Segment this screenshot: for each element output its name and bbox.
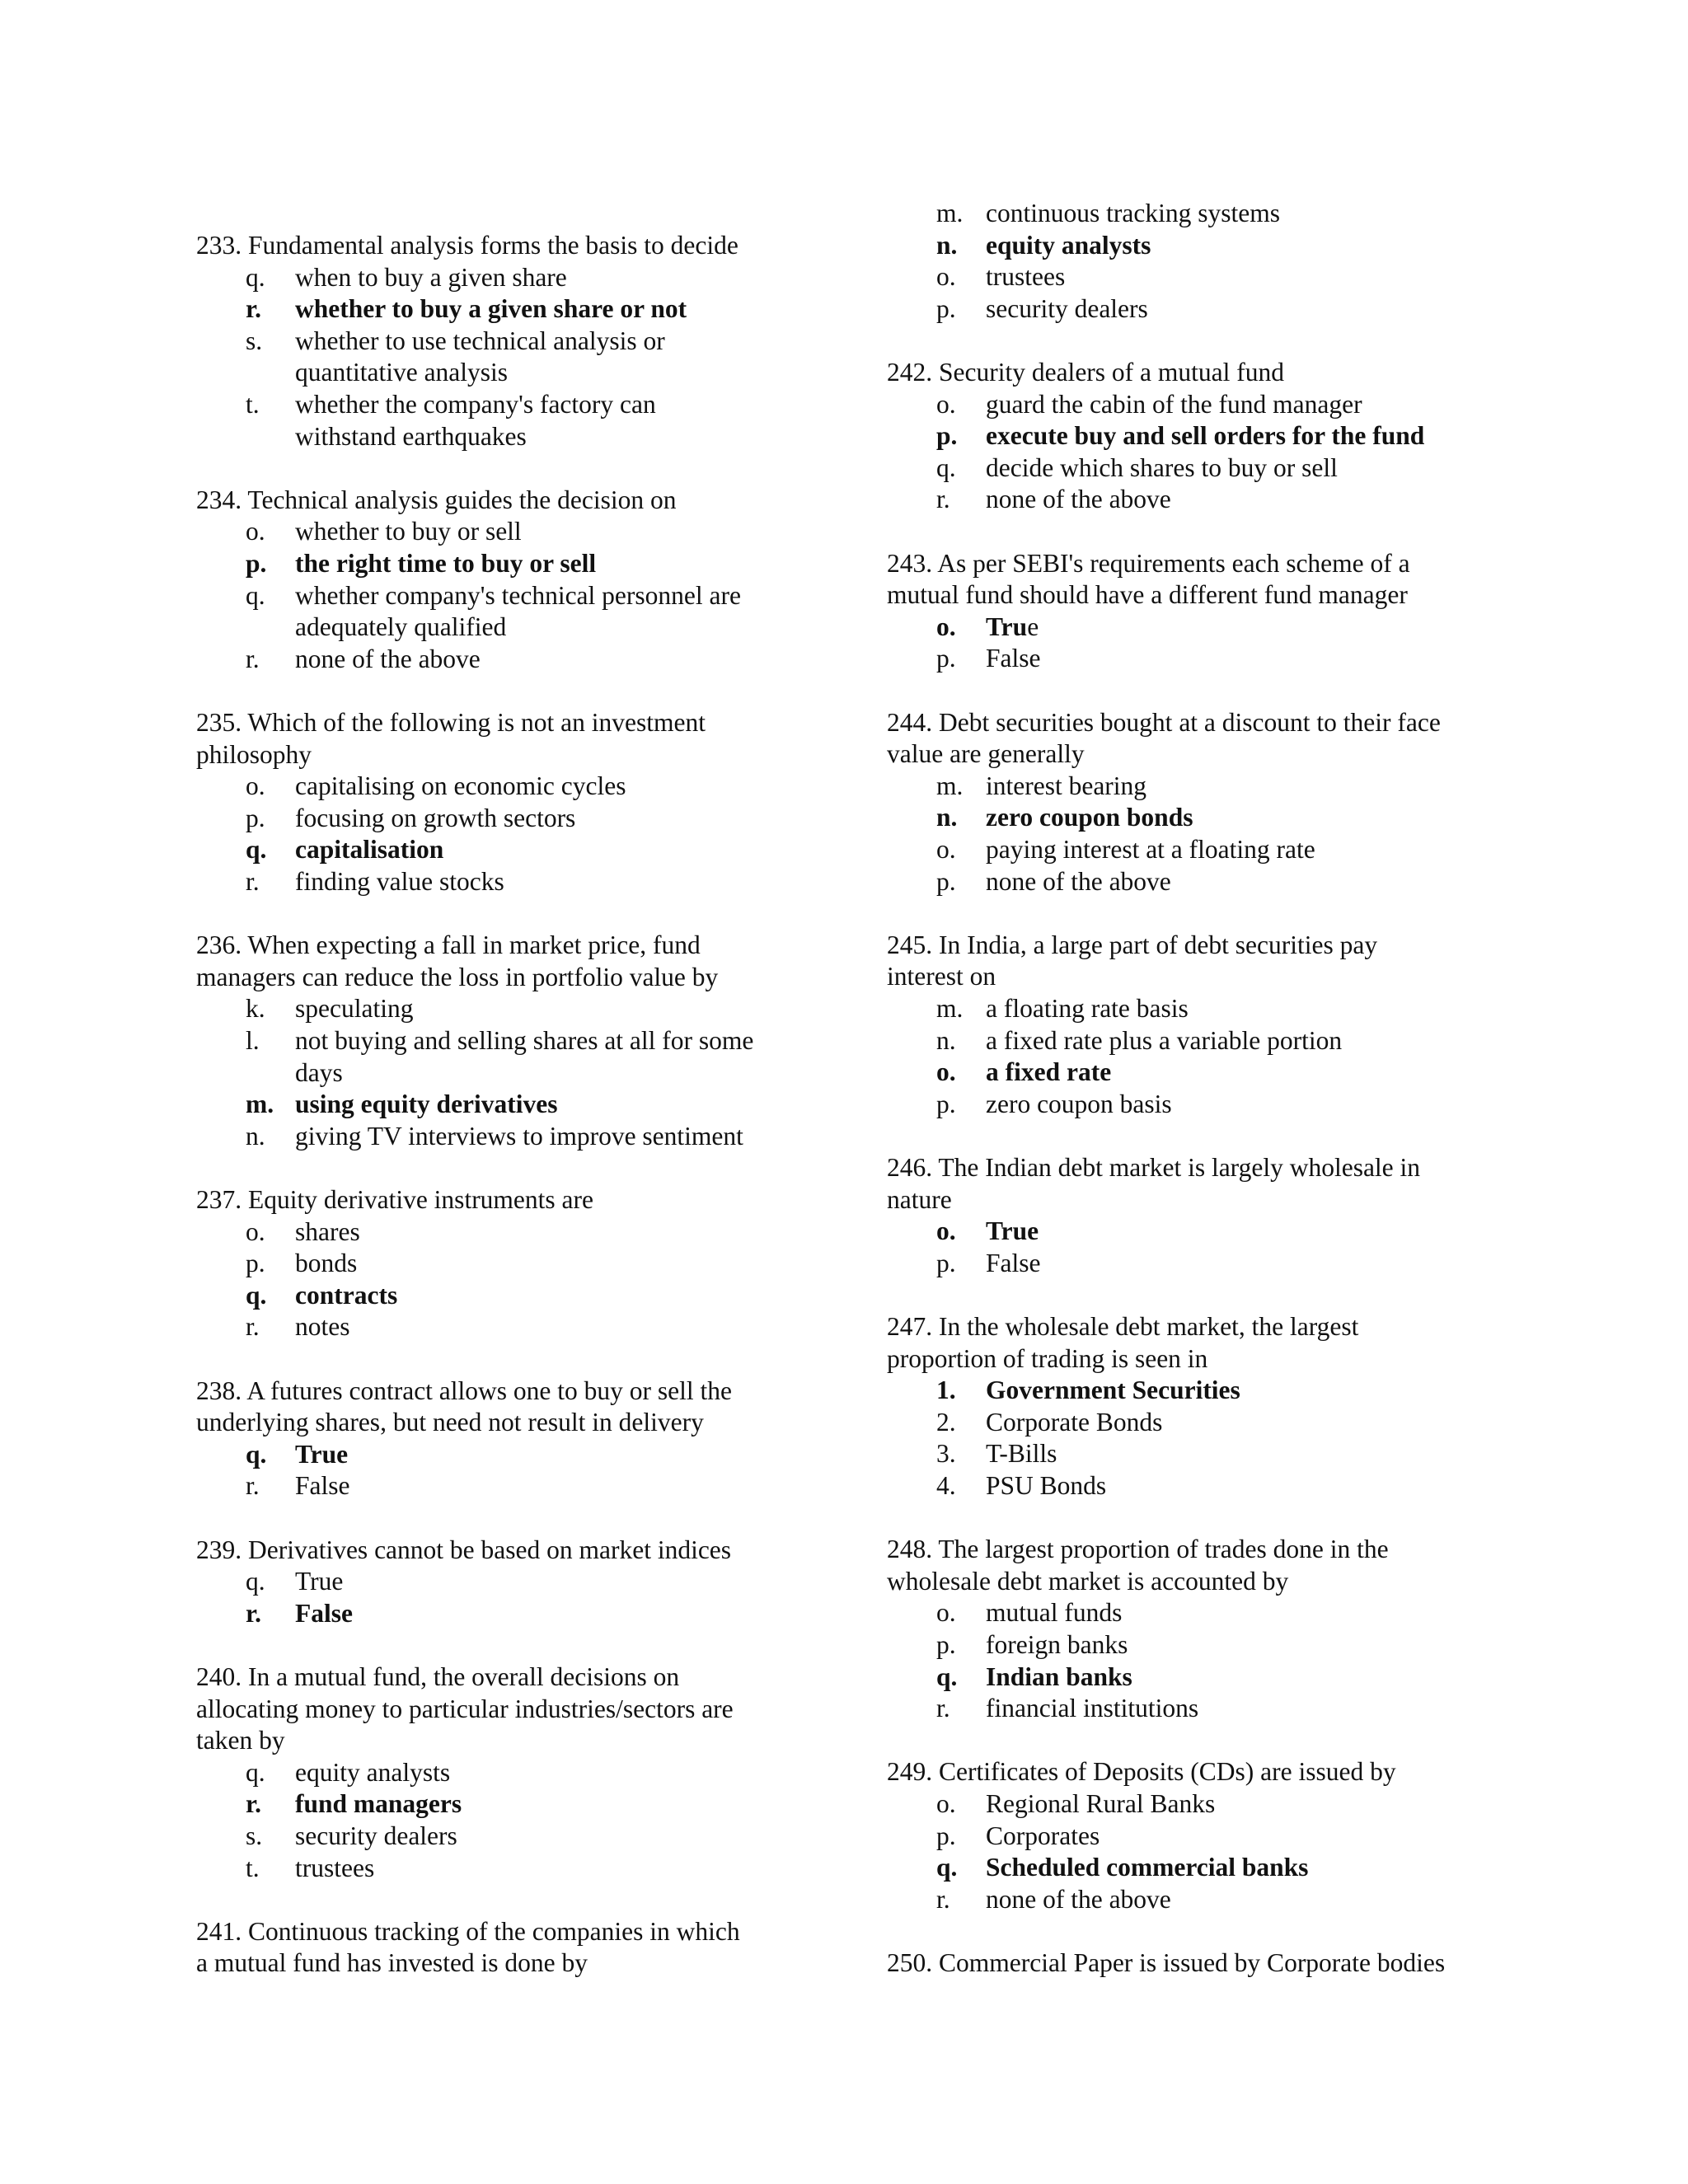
correct-option-text: False (295, 1598, 353, 1628)
correct-option-text: using equity derivatives (295, 1090, 558, 1119)
question-stem: 238. A futures contract allows one to buy or sell the (196, 1376, 732, 1405)
option-text: a floating rate basis (986, 994, 1189, 1023)
option-text: capitalising on economic cycles (295, 771, 626, 801)
option-letter: m. (246, 1090, 274, 1119)
option-letter: r. (246, 867, 260, 896)
option-letter: m. (936, 199, 964, 227)
option-text: mutual funds (986, 1598, 1123, 1628)
option-letter: o. (936, 1216, 956, 1246)
option-letter: n. (936, 1025, 956, 1055)
option-text: trustees (986, 262, 1066, 292)
question-stem-cont: value are generally (887, 739, 1085, 769)
option-letter: p. (936, 1089, 956, 1118)
question-stem: 250. Commercial Paper is issued by Corporate bodies (887, 1948, 1446, 1977)
correct-option-text: fund managers (295, 1789, 462, 1819)
question-stem-cont: interest on (887, 962, 996, 991)
option-text: whether the company's factory can (295, 390, 656, 419)
option-letter: t. (246, 390, 260, 419)
option-letter: r. (936, 1884, 950, 1914)
question-stem-cont: wholesale debt market is accounted by (887, 1566, 1289, 1596)
correct-option-text: whether to buy a given share or not (295, 294, 687, 324)
option-text: decide which shares to buy or sell (986, 452, 1338, 482)
correct-option-text: the right time to buy or sell (295, 549, 597, 578)
correct-option-text: Indian banks (986, 1661, 1132, 1691)
question-stem: 240. In a mutual fund, the overall decisions on (196, 1662, 680, 1691)
correct-option-text: contracts (295, 1280, 398, 1310)
question-stem: 237. Equity derivative instruments are (196, 1185, 594, 1214)
option-letter: o. (246, 771, 265, 801)
question-stem: 243. As per SEBI's requirements each scheme of a (887, 548, 1410, 578)
option-letter: p. (246, 803, 265, 832)
correct-option-text: True (986, 612, 1039, 641)
option-text: Regional Rural Banks (986, 1789, 1216, 1818)
option-letter: 1. (936, 1376, 956, 1405)
option-text: focusing on growth sectors (295, 803, 576, 832)
option-letter: p. (246, 1249, 265, 1278)
option-text: finding value stocks (295, 867, 504, 896)
option-letter: o. (936, 389, 956, 419)
option-text: none of the above (295, 644, 481, 673)
question-stem-cont: taken by (196, 1726, 285, 1755)
option-text: shares (295, 1216, 360, 1246)
option-text: guard the cabin of the fund manager (986, 389, 1362, 419)
option-letter: m. (936, 771, 964, 800)
correct-option-text: equity analysts (986, 230, 1151, 260)
option-text: foreign banks (986, 1630, 1128, 1659)
option-letter: o. (936, 1789, 956, 1818)
option-letter: 2. (936, 1407, 956, 1436)
question-stem-cont: philosophy (196, 739, 312, 769)
option-letter: r. (246, 1598, 261, 1628)
option-text: a fixed rate plus a variable portion (986, 1025, 1343, 1055)
option-letter: r. (246, 294, 261, 324)
option-text: Corporate Bonds (986, 1407, 1163, 1436)
option-text: T-Bills (986, 1439, 1057, 1469)
option-text: quantitative analysis (295, 358, 509, 387)
option-letter: t. (246, 1853, 260, 1882)
option-text: equity analysts (295, 1757, 451, 1787)
option-letter: q. (936, 1853, 958, 1882)
option-letter: s. (246, 1821, 263, 1850)
question-stem-cont: nature (887, 1184, 952, 1214)
option-letter: o. (936, 835, 956, 864)
correct-option-text: a fixed rate (986, 1057, 1112, 1087)
option-letter: r. (246, 644, 260, 673)
option-letter: p. (936, 866, 956, 896)
question-stem-cont: proportion of trading is seen in (887, 1343, 1208, 1373)
option-letter: p. (936, 1630, 956, 1659)
option-letter: r. (936, 1694, 950, 1723)
option-text: none of the above (986, 1884, 1171, 1914)
option-text: whether to use technical analysis or (295, 326, 665, 355)
correct-option-text: execute buy and sell orders for the fund (986, 421, 1425, 451)
option-text: False (986, 644, 1041, 673)
question-stem: 248. The largest proportion of trades done in the (887, 1535, 1389, 1564)
option-letter: q. (246, 1567, 265, 1596)
option-letter: r. (936, 485, 950, 514)
option-text: False (295, 1471, 350, 1501)
question-stem: 241. Continuous tracking of the companies in which (196, 1916, 740, 1946)
question-stem: 249. Certificates of Deposits (CDs) are issued by (887, 1757, 1396, 1787)
option-text: paying interest at a floating rate (986, 835, 1315, 864)
option-text: bonds (295, 1249, 358, 1278)
option-letter: q. (246, 1439, 267, 1469)
option-letter: n. (936, 803, 958, 832)
question-stem: 247. In the wholesale debt market, the largest (887, 1312, 1359, 1341)
correct-option-text: Government Securities (986, 1376, 1240, 1405)
option-text: PSU Bonds (986, 1471, 1107, 1500)
option-letter: q. (246, 262, 265, 292)
option-text: when to buy a given share (295, 262, 567, 292)
option-letter: o. (936, 1598, 956, 1628)
question-stem: 234. Technical analysis guides the decision on (196, 485, 677, 514)
option-letter: r. (246, 1471, 260, 1501)
question-stem-cont: allocating money to particular industries/sectors are (196, 1694, 734, 1723)
correct-option-text: Scheduled commercial banks (986, 1853, 1309, 1882)
option-text: security dealers (295, 1821, 457, 1850)
option-letter: p. (246, 549, 267, 578)
question-stem: 236. When expecting a fall in market price, fund (196, 930, 701, 960)
question-stem-cont: underlying shares, but need not result in delivery (196, 1408, 704, 1437)
option-text: none of the above (986, 485, 1171, 514)
question-stem: 239. Derivatives cannot be based on market indices (196, 1535, 732, 1564)
option-letter: p. (936, 1248, 956, 1277)
option-letter: r. (246, 1789, 261, 1819)
option-letter: o. (936, 612, 956, 641)
option-letter: o. (246, 1216, 265, 1246)
option-letter: 3. (936, 1439, 956, 1469)
option-text: trustees (295, 1853, 375, 1882)
option-letter: q. (246, 835, 267, 865)
question-stem: 242. Security dealers of a mutual fund (887, 358, 1284, 387)
option-letter: p. (936, 644, 956, 673)
correct-option-text: True (986, 1216, 1039, 1246)
option-letter: p. (936, 293, 956, 323)
correct-option-text: zero coupon bonds (986, 803, 1193, 832)
question-stem-cont: mutual fund should have a different fund manager (887, 580, 1408, 610)
question-stem: 246. The Indian debt market is largely wholesale in (887, 1153, 1421, 1182)
question-stem: 244. Debt securities bought at a discount to their face (887, 707, 1441, 737)
option-text: security dealers (986, 293, 1148, 323)
option-text: notes (295, 1312, 350, 1342)
option-letter: o. (936, 1057, 956, 1087)
option-letter: q. (246, 580, 265, 610)
option-letter: q. (936, 452, 956, 482)
option-text: interest bearing (986, 771, 1147, 800)
option-letter: o. (936, 262, 956, 292)
option-text: True (295, 1567, 344, 1596)
option-letter: r. (246, 1312, 260, 1342)
option-letter: o. (246, 517, 265, 546)
option-text: giving TV interviews to improve sentiment (295, 1121, 743, 1151)
question-stem: 245. In India, a large part of debt securities pay (887, 930, 1378, 959)
option-text: financial institutions (986, 1694, 1199, 1723)
option-text: withstand earthquakes (295, 421, 527, 451)
option-text: whether company's technical personnel are (295, 580, 741, 610)
option-letter: p. (936, 1821, 956, 1850)
option-text: speculating (295, 994, 414, 1024)
option-letter: n. (936, 230, 958, 260)
correct-option-text: capitalisation (295, 835, 444, 865)
option-text: adequately qualified (295, 612, 507, 642)
option-text: False (986, 1248, 1041, 1277)
option-letter: q. (246, 1757, 265, 1787)
correct-option-text: True (295, 1439, 349, 1469)
option-text: none of the above (986, 866, 1171, 896)
option-letter: k. (246, 994, 265, 1024)
question-stem-cont: managers can reduce the loss in portfolio value by (196, 962, 719, 991)
option-letter: s. (246, 326, 263, 355)
option-letter: l. (246, 1026, 260, 1055)
question-stem: 235. Which of the following is not an investment (196, 708, 706, 737)
option-text: zero coupon basis (986, 1089, 1172, 1118)
question-stem-cont: a mutual fund has invested is done by (196, 1948, 588, 1978)
option-text: Corporates (986, 1821, 1100, 1850)
option-letter: n. (246, 1121, 265, 1151)
option-letter: q. (936, 1661, 958, 1691)
option-text: continuous tracking systems (986, 199, 1280, 227)
option-letter: q. (246, 1280, 267, 1310)
question-stem: 233. Fundamental analysis forms the basis to decide (196, 231, 738, 260)
option-letter: p. (936, 421, 958, 451)
option-text: days (295, 1057, 343, 1087)
option-letter: 4. (936, 1471, 956, 1500)
option-text: whether to buy or sell (295, 517, 522, 546)
option-letter: m. (936, 994, 964, 1023)
option-text: not buying and selling shares at all for some (295, 1026, 754, 1055)
